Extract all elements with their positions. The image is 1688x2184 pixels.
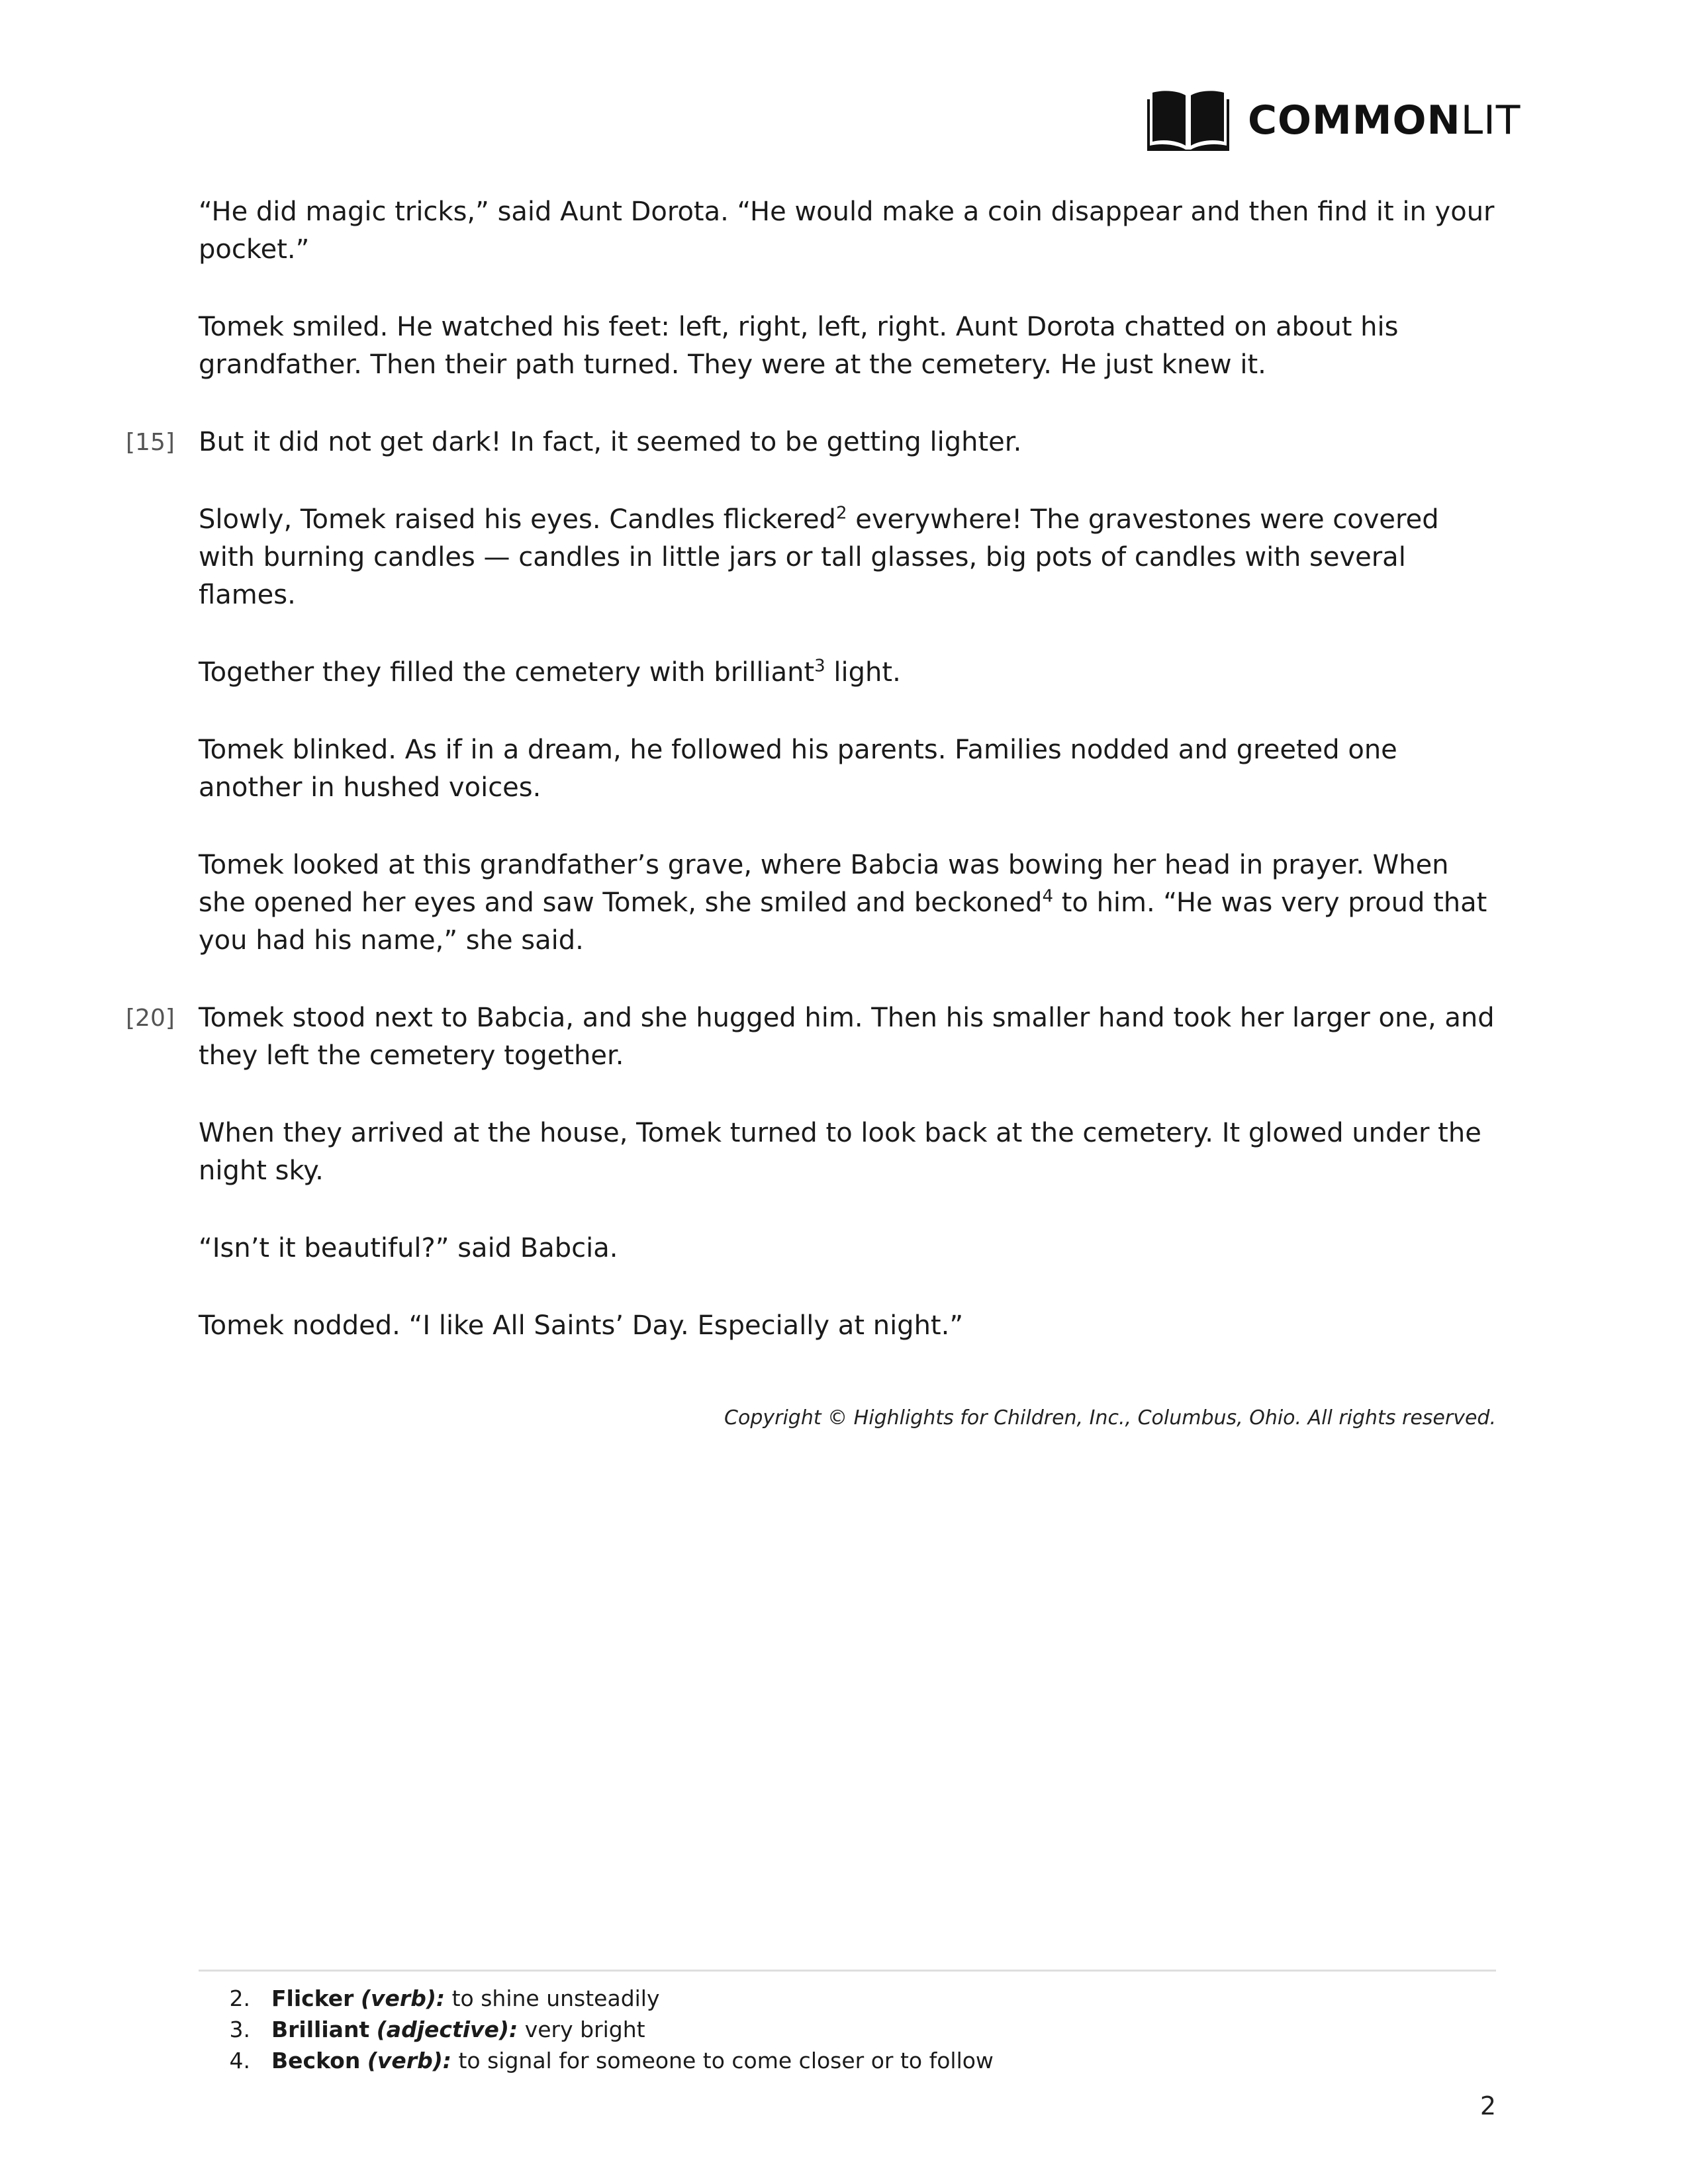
footnote-number: 3. [229,2017,250,2042]
paragraph-text: Tomek nodded. “I like All Saints’ Day. Especially at night.” [199,1310,964,1341]
footnote-term: Flicker [271,1985,354,2011]
paragraph-number: [20] [126,1005,175,1032]
paragraph-text: everywhere! The gravestones were covered with burning candles — candles in little jars or tall glasses, big pots of candles with several flames. [199,504,1439,610]
footnote-item [199,1983,1496,2014]
logo-wordmark [1248,97,1521,144]
paragraph-text: Tomek looked at this grandfather’s grave, where Babcia was bowing her head in prayer. When she opened her eyes and saw Tomek, she smiled and beckoned [199,850,1449,918]
footnote-term: Brilliant [271,2017,370,2042]
copyright-notice: Copyright © Highlights for Children, Inc., Columbus, Ohio. All rights reserved. [724,1406,1496,1430]
footnote-divider [199,1970,1496,1972]
paragraph-text: Tomek stood next to Babcia, and she hugged him. Then his smaller hand took her larger one, and they left the cemetery together. [199,1003,1495,1071]
paragraph [199,731,1496,807]
paragraph [199,654,1496,692]
paragraph [199,1307,1496,1345]
paragraph-text: “He did magic tricks,” said Aunt Dorota. “He would make a coin disappear and then find it in your pocket.” [199,197,1495,265]
footnote-term: Beckon [271,2048,361,2073]
footnote-item [199,2045,1496,2076]
paragraph [126,424,1496,461]
paragraph [199,846,1496,960]
paragraph-text: Tomek smiled. He watched his feet: left, right, left, right. Aunt Dorota chatted on about his grandfather. Then their path turned. They were at the cemetery. He just knew it. [199,312,1399,380]
paragraph-text: Tomek blinked. As if in a dream, he followed his parents. Families nodded and greeted one another in hushed voices. [199,735,1397,803]
footnote-definition: to signal for someone to come closer or to follow [451,2048,994,2073]
paragraph [199,1115,1496,1190]
footnote-ref: 3 [814,656,825,676]
footnote-number: 4. [229,2048,250,2073]
paragraph-text: “Isn’t it beautiful?” said Babcia. [199,1233,618,1263]
paragraph-number: [15] [126,429,175,456]
footnote-ref: 4 [1042,886,1053,907]
story-body [126,193,1496,1385]
footnote-part-of-speech: (verb): [367,2048,451,2073]
footnotes [199,1983,1496,2076]
footnote-ref: 2 [835,503,847,523]
footnote-part-of-speech: (verb): [360,1985,445,2011]
paragraph-text: When they arrived at the house, Tomek turned to look back at the cemetery. It glowed under the night sky. [199,1118,1481,1186]
footnote-body [271,2045,994,2076]
paragraph-text: to him. “He was very proud that you had his name,” she said. [199,887,1487,956]
paragraph [126,999,1496,1075]
paragraph [199,501,1496,614]
logo-wordmark-bold: COMMON [1248,97,1461,144]
paragraph [199,1230,1496,1267]
footnote-item [199,2014,1496,2045]
footnote-definition: to shine unsteadily [445,1985,660,2011]
paragraph-text: Slowly, Tomek raised his eyes. Candles flickered [199,504,836,535]
footnote-body [271,2014,645,2045]
page-number: 2 [1479,2091,1496,2120]
paragraph-text: light. [825,657,901,688]
paragraph [199,308,1496,384]
footnote-body [271,1983,660,2014]
paragraph-text: Together they filled the cemetery with brilliant [199,657,815,688]
footnote-definition: very bright [518,2017,645,2042]
footnote-number: 2. [229,1985,250,2011]
open-book-icon [1147,90,1229,151]
paragraph-text: But it did not get dark! In fact, it seemed to be getting lighter. [199,427,1022,457]
footnote-part-of-speech: (adjective): [376,2017,518,2042]
logo-wordmark-light: LIT [1460,97,1521,144]
paragraph [199,193,1496,269]
commonlit-logo [1147,87,1521,154]
